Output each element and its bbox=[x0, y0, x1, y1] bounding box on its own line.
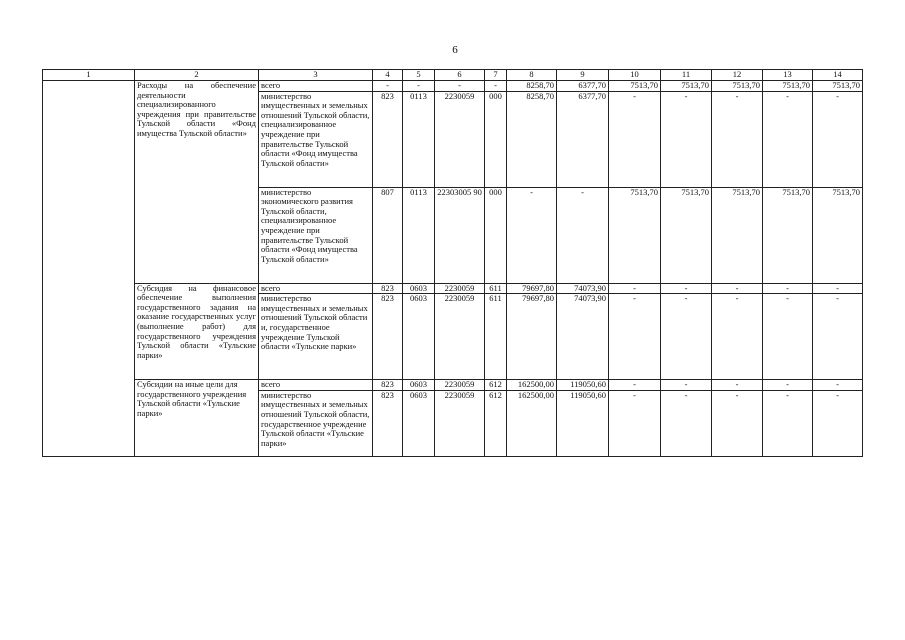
column-number: 6 bbox=[435, 70, 485, 81]
cell-c11: - bbox=[661, 294, 712, 380]
cell-c12: 7513,70 bbox=[712, 81, 763, 92]
column-number: 14 bbox=[813, 70, 863, 81]
cell-c6: 2230059 bbox=[435, 380, 485, 391]
expense-name: Расходы на обеспечение деятельности специализированного учреждения при правительстве Тульской области «Фонд имущества Тульской области» bbox=[135, 81, 259, 284]
column-number: 3 bbox=[259, 70, 373, 81]
cell-c9: - bbox=[557, 187, 609, 283]
cell-c10: - bbox=[609, 294, 661, 380]
cell-c12: - bbox=[712, 390, 763, 456]
cell-c11: - bbox=[661, 390, 712, 456]
cell-c10: - bbox=[609, 390, 661, 456]
budget-table bbox=[42, 69, 863, 457]
cell-c9: 74073,90 bbox=[557, 294, 609, 380]
cell-c8: 79697,80 bbox=[507, 283, 557, 294]
cell-recipient: министерство экономического развития Тульской области, специализированное учреждение при правительстве Тульской области «Фонд имущества Тульской области» bbox=[259, 187, 373, 283]
column-number: 13 bbox=[763, 70, 813, 81]
cell-c9: 6377,70 bbox=[557, 81, 609, 92]
cell-c10: - bbox=[609, 91, 661, 187]
cell-c7: 000 bbox=[485, 91, 507, 187]
cell-c9: 119050,60 bbox=[557, 390, 609, 456]
cell-c6: 2230059 bbox=[435, 294, 485, 380]
cell-c7: 611 bbox=[485, 283, 507, 294]
cell-c6: 2230059 bbox=[435, 390, 485, 456]
cell-c10: - bbox=[609, 283, 661, 294]
cell-recipient: всего bbox=[259, 81, 373, 92]
cell-c8: - bbox=[507, 187, 557, 283]
cell-c6: 2230059 bbox=[435, 283, 485, 294]
cell-c14: - bbox=[813, 283, 863, 294]
cell-c4: 823 bbox=[373, 283, 403, 294]
cell-recipient: всего bbox=[259, 283, 373, 294]
cell-recipient: министерство имущественных и земельных отношений Тульской области, специализированное учреждение при правительстве Тульской области «Фонд имущества Тульской области» bbox=[259, 91, 373, 187]
cell-c10: - bbox=[609, 380, 661, 391]
cell-c9: 74073,90 bbox=[557, 283, 609, 294]
column-number: 9 bbox=[557, 70, 609, 81]
cell-c5: 0603 bbox=[403, 283, 435, 294]
cell-c13: - bbox=[763, 294, 813, 380]
cell-c11: 7513,70 bbox=[661, 187, 712, 283]
cell-c14: - bbox=[813, 390, 863, 456]
cell-c13: - bbox=[763, 91, 813, 187]
cell-c13: 7513,70 bbox=[763, 187, 813, 283]
cell-c12: - bbox=[712, 380, 763, 391]
cell-c11: - bbox=[661, 91, 712, 187]
cell-c7: 612 bbox=[485, 380, 507, 391]
table-row bbox=[43, 380, 863, 391]
cell-c9: 6377,70 bbox=[557, 91, 609, 187]
cell-c13: - bbox=[763, 283, 813, 294]
cell-c13: - bbox=[763, 380, 813, 391]
cell-c10: 7513,70 bbox=[609, 187, 661, 283]
cell-c5: - bbox=[403, 81, 435, 92]
column-number-row bbox=[43, 70, 863, 81]
column-number: 12 bbox=[712, 70, 763, 81]
cell-c7: 000 bbox=[485, 187, 507, 283]
cell-c7: 612 bbox=[485, 390, 507, 456]
cell-c4: 823 bbox=[373, 390, 403, 456]
cell-c8: 162500,00 bbox=[507, 390, 557, 456]
cell-recipient: министерство имущественных и земельных отношений Тульской области, государственное учреждение Тульской области «Тульские парки» bbox=[259, 390, 373, 456]
expense-name: Субсидия на финансовое обеспечение выполнения государственного задания на оказание государственных услуг (выполнение работ) для государственного учреждения Тульской области «Тульские парки» bbox=[135, 283, 259, 380]
cell-c8: 79697,80 bbox=[507, 294, 557, 380]
cell-c6: 2230059 bbox=[435, 91, 485, 187]
column-number: 2 bbox=[135, 70, 259, 81]
cell-c5: 0113 bbox=[403, 91, 435, 187]
cell-c4: 807 bbox=[373, 187, 403, 283]
cell-c7: - bbox=[485, 81, 507, 92]
cell-c7: 611 bbox=[485, 294, 507, 380]
cell-c12: 7513,70 bbox=[712, 187, 763, 283]
cell-c4: 823 bbox=[373, 294, 403, 380]
cell-c8: 8258,70 bbox=[507, 91, 557, 187]
column-number: 8 bbox=[507, 70, 557, 81]
expense-name: Субсидии на иные цели для государственного учреждения Тульской области «Тульские парки» bbox=[135, 380, 259, 457]
cell-c14: - bbox=[813, 380, 863, 391]
cell-c6: - bbox=[435, 81, 485, 92]
column-number: 7 bbox=[485, 70, 507, 81]
column-number: 10 bbox=[609, 70, 661, 81]
cell-c13: - bbox=[763, 390, 813, 456]
cell-c11: 7513,70 bbox=[661, 81, 712, 92]
cell-recipient: министерство имущественных и земельных отношений Тульской области и, государственное учреждение Тульской области «Тульские парки» bbox=[259, 294, 373, 380]
page-number: 6 bbox=[452, 44, 458, 56]
cell-c14: 7513,70 bbox=[813, 187, 863, 283]
table-row bbox=[43, 283, 863, 294]
table-row bbox=[43, 81, 863, 92]
cell-c11: - bbox=[661, 380, 712, 391]
column-number: 4 bbox=[373, 70, 403, 81]
cell-c12: - bbox=[712, 283, 763, 294]
cell-c13: 7513,70 bbox=[763, 81, 813, 92]
cell-c4: 823 bbox=[373, 380, 403, 391]
cell-c14: - bbox=[813, 91, 863, 187]
cell-c10: 7513,70 bbox=[609, 81, 661, 92]
cell-c12: - bbox=[712, 91, 763, 187]
cell-c14: - bbox=[813, 294, 863, 380]
cell-c11: - bbox=[661, 283, 712, 294]
cell-c5: 0603 bbox=[403, 380, 435, 391]
cell-c4: 823 bbox=[373, 91, 403, 187]
cell-c5: 0603 bbox=[403, 390, 435, 456]
cell-c4: - bbox=[373, 81, 403, 92]
cell-c8: 162500,00 bbox=[507, 380, 557, 391]
blank-cell bbox=[43, 81, 135, 457]
cell-c14: 7513,70 bbox=[813, 81, 863, 92]
cell-c12: - bbox=[712, 294, 763, 380]
column-number: 11 bbox=[661, 70, 712, 81]
cell-recipient: всего bbox=[259, 380, 373, 391]
cell-c5: 0603 bbox=[403, 294, 435, 380]
column-number: 1 bbox=[43, 70, 135, 81]
cell-c6: 22303005 90 bbox=[435, 187, 485, 283]
cell-c8: 8258,70 bbox=[507, 81, 557, 92]
cell-c9: 119050,60 bbox=[557, 380, 609, 391]
column-number: 5 bbox=[403, 70, 435, 81]
cell-c5: 0113 bbox=[403, 187, 435, 283]
